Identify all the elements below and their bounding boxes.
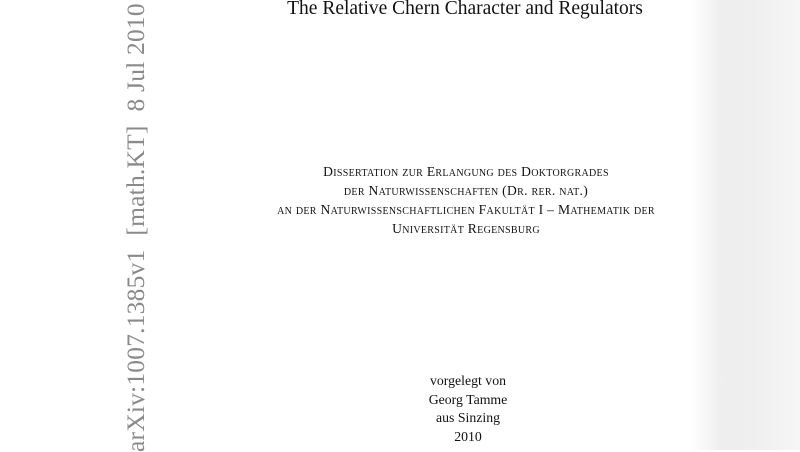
dissertation-line: Dissertation zur Erlangung des Doktorgrades xyxy=(323,164,609,179)
arxiv-date: 8 Jul 2010 xyxy=(121,3,150,112)
dissertation-line: Universität Regensburg xyxy=(392,221,540,236)
arxiv-identifier: arXiv:1007.1385v1 xyxy=(121,249,150,452)
dissertation-statement xyxy=(236,162,696,238)
page-edge-shadow xyxy=(690,0,800,450)
dissertation-line: der Naturwissenschaften (Dr. rer. nat.) xyxy=(343,183,589,198)
author-block xyxy=(368,372,568,446)
author-name: Georg Tamme xyxy=(428,391,508,407)
year: 2010 xyxy=(454,428,482,444)
arxiv-stamp xyxy=(121,3,151,452)
submitted-by-label: vorgelegt von xyxy=(430,373,506,388)
author-origin: aus Sinzing xyxy=(436,410,500,425)
dissertation-line: an der Naturwissenschaftlichen Fakultät I – Mathematik der xyxy=(277,202,655,217)
arxiv-category: [math.KT] xyxy=(121,125,150,236)
paper-title: The Relative Chern Character and Regulators xyxy=(287,0,643,19)
